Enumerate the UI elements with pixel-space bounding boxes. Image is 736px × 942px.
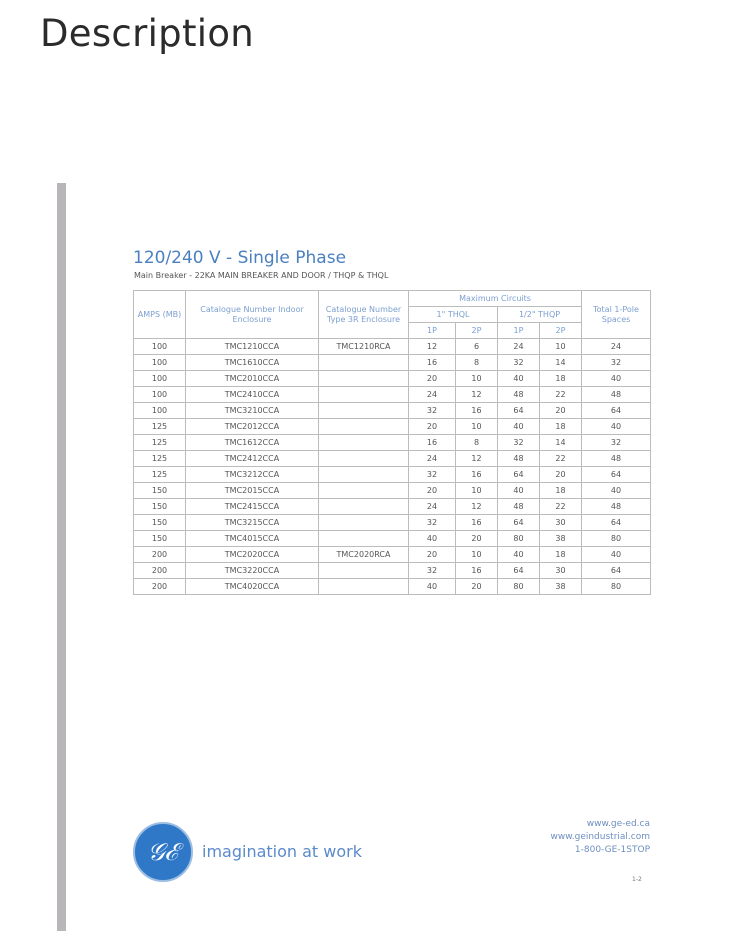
page-number: 1-2 [632, 876, 642, 883]
table-row [134, 483, 651, 499]
table-cell: 100 [134, 355, 186, 371]
table-cell: 64 [582, 515, 651, 531]
table-cell: 48 [582, 387, 651, 403]
contact-info [550, 818, 650, 857]
header-thql-1p: 1P [409, 323, 456, 339]
table-cell: TMC2410CCA [186, 387, 319, 403]
table-cell: 40 [582, 371, 651, 387]
table-row [134, 419, 651, 435]
ge-logo: 𝒢ℰ [133, 822, 193, 882]
table-cell: 32 [582, 435, 651, 451]
header-max-circuits: Maximum Circuits [409, 291, 582, 307]
table-cell: 40 [409, 531, 456, 547]
header-thqp-1p: 1P [498, 323, 540, 339]
table-cell: 22 [540, 499, 582, 515]
table-cell: 20 [540, 467, 582, 483]
table-cell: TMC2010CCA [186, 371, 319, 387]
table-cell: 125 [134, 451, 186, 467]
table-cell: 20 [456, 579, 498, 595]
table-cell: 32 [498, 435, 540, 451]
table-cell: 32 [409, 563, 456, 579]
table-cell: 14 [540, 435, 582, 451]
table-cell: 64 [498, 467, 540, 483]
table-cell: 150 [134, 499, 186, 515]
header-amps: AMPS (MB) [134, 291, 186, 339]
table-cell: 16 [456, 467, 498, 483]
table-cell: TMC2020RCA [319, 547, 409, 563]
header-thqp-2p: 2P [540, 323, 582, 339]
table-cell: 20 [409, 483, 456, 499]
table-cell: TMC3215CCA [186, 515, 319, 531]
table-row [134, 531, 651, 547]
table-cell: 22 [540, 387, 582, 403]
table-cell: 64 [582, 403, 651, 419]
table-cell: 125 [134, 467, 186, 483]
table-cell: 64 [498, 403, 540, 419]
table-cell: 100 [134, 403, 186, 419]
table-cell: 16 [456, 563, 498, 579]
table-cell [319, 435, 409, 451]
table-cell: 16 [456, 515, 498, 531]
table-cell: 10 [456, 547, 498, 563]
table-cell: 10 [540, 339, 582, 355]
table-cell: 200 [134, 563, 186, 579]
table-cell: TMC3220CCA [186, 563, 319, 579]
table-row [134, 355, 651, 371]
table-cell: 6 [456, 339, 498, 355]
page-heading: Description [40, 12, 255, 55]
table-cell: TMC3212CCA [186, 467, 319, 483]
table-cell: TMC2412CCA [186, 451, 319, 467]
table-cell: 80 [498, 531, 540, 547]
header-indoor: Catalogue Number Indoor Enclosure [186, 291, 319, 339]
table-cell: 200 [134, 579, 186, 595]
table-cell: 20 [409, 419, 456, 435]
table-cell: TMC2015CCA [186, 483, 319, 499]
table-cell: 125 [134, 435, 186, 451]
table-cell [319, 403, 409, 419]
table-row [134, 467, 651, 483]
table-row [134, 515, 651, 531]
table-cell: 22 [540, 451, 582, 467]
table-cell: TMC1610CCA [186, 355, 319, 371]
table-cell: 150 [134, 515, 186, 531]
table-cell: 16 [409, 355, 456, 371]
table-cell: 38 [540, 579, 582, 595]
table-cell: 20 [456, 531, 498, 547]
table-cell: 64 [582, 467, 651, 483]
table-cell: 150 [134, 483, 186, 499]
table-row [134, 435, 651, 451]
table-row [134, 371, 651, 387]
table-cell: 24 [409, 387, 456, 403]
table-cell: 64 [582, 563, 651, 579]
table-cell: TMC4020CCA [186, 579, 319, 595]
header-thql: 1" THQL [409, 307, 498, 323]
table-cell: 10 [456, 419, 498, 435]
table-cell [319, 531, 409, 547]
table-cell: 20 [409, 371, 456, 387]
table-cell: 12 [409, 339, 456, 355]
table-cell [319, 467, 409, 483]
table-cell: 30 [540, 563, 582, 579]
table-cell: TMC2415CCA [186, 499, 319, 515]
table-cell [319, 515, 409, 531]
table-cell: 32 [409, 467, 456, 483]
table-cell: 40 [498, 547, 540, 563]
table-cell: 38 [540, 531, 582, 547]
table-cell: 40 [498, 483, 540, 499]
table-cell: 14 [540, 355, 582, 371]
table-cell: 125 [134, 419, 186, 435]
table-cell: TMC1612CCA [186, 435, 319, 451]
table-cell [319, 483, 409, 499]
table-cell: 64 [498, 515, 540, 531]
table-cell: TMC1210RCA [319, 339, 409, 355]
table-row [134, 403, 651, 419]
table-cell: 32 [498, 355, 540, 371]
header-type3r: Catalogue Number Type 3R Enclosure [319, 291, 409, 339]
table-cell [319, 419, 409, 435]
table-cell: TMC2020CCA [186, 547, 319, 563]
table-cell: 10 [456, 483, 498, 499]
breaker-table [133, 290, 651, 595]
table-cell: 12 [456, 499, 498, 515]
table-cell: 24 [409, 451, 456, 467]
table-row [134, 387, 651, 403]
document-subtitle: Main Breaker - 22KA MAIN BREAKER AND DOOR / THQP & THQL [134, 271, 389, 280]
table-cell [319, 499, 409, 515]
table-cell: 20 [540, 403, 582, 419]
table-cell: 80 [582, 579, 651, 595]
table-cell: 8 [456, 435, 498, 451]
table-cell: 48 [498, 387, 540, 403]
table-cell: 20 [409, 547, 456, 563]
table-cell: 48 [498, 451, 540, 467]
table-cell: 24 [409, 499, 456, 515]
table-cell: 40 [582, 419, 651, 435]
table-cell: 12 [456, 387, 498, 403]
table-row [134, 339, 651, 355]
table-cell: 18 [540, 483, 582, 499]
table-cell: 200 [134, 547, 186, 563]
table-cell: 80 [498, 579, 540, 595]
table-cell [319, 563, 409, 579]
table-cell: 100 [134, 371, 186, 387]
table-cell: 12 [456, 451, 498, 467]
header-thql-2p: 2P [456, 323, 498, 339]
table-row [134, 499, 651, 515]
table-cell: 80 [582, 531, 651, 547]
contact-phone: 1-800-GE-1STOP [574, 845, 650, 855]
table-cell [319, 579, 409, 595]
table-cell: 40 [582, 547, 651, 563]
table-cell: 32 [582, 355, 651, 371]
header-thqp: 1/2" THQP [498, 307, 582, 323]
table-cell: 16 [456, 403, 498, 419]
document-title: 120/240 V - Single Phase [133, 248, 347, 268]
table-cell: 32 [409, 403, 456, 419]
table-cell: 150 [134, 531, 186, 547]
table-cell: 40 [498, 419, 540, 435]
table-cell: 30 [540, 515, 582, 531]
contact-website-2: www.geindustrial.com [550, 832, 650, 842]
table-cell: 100 [134, 339, 186, 355]
contact-website-1: www.ge-ed.ca [586, 819, 650, 829]
table-cell: 24 [498, 339, 540, 355]
header-total: Total 1-Pole Spaces [582, 291, 651, 339]
table-cell [319, 451, 409, 467]
table-cell: 40 [582, 483, 651, 499]
table-cell: TMC4015CCA [186, 531, 319, 547]
table-cell: 100 [134, 387, 186, 403]
table-cell: 18 [540, 371, 582, 387]
table-cell: 48 [498, 499, 540, 515]
table-row [134, 579, 651, 595]
table-cell: 40 [498, 371, 540, 387]
table-cell [319, 371, 409, 387]
table-row [134, 547, 651, 563]
table-cell: TMC1210CCA [186, 339, 319, 355]
table-cell: 16 [409, 435, 456, 451]
tagline: imagination at work [202, 842, 362, 861]
table-cell: 18 [540, 547, 582, 563]
table-cell: TMC2012CCA [186, 419, 319, 435]
table-cell: 40 [409, 579, 456, 595]
table-cell: 10 [456, 371, 498, 387]
table-cell: 48 [582, 499, 651, 515]
table-cell: 32 [409, 515, 456, 531]
quote-bar [57, 183, 66, 931]
table-cell [319, 355, 409, 371]
table-cell: 8 [456, 355, 498, 371]
table-cell: 18 [540, 419, 582, 435]
table-cell: TMC3210CCA [186, 403, 319, 419]
table-row [134, 563, 651, 579]
table-cell: 24 [582, 339, 651, 355]
table-cell: 64 [498, 563, 540, 579]
table-row [134, 451, 651, 467]
table-cell: 48 [582, 451, 651, 467]
table-cell [319, 387, 409, 403]
